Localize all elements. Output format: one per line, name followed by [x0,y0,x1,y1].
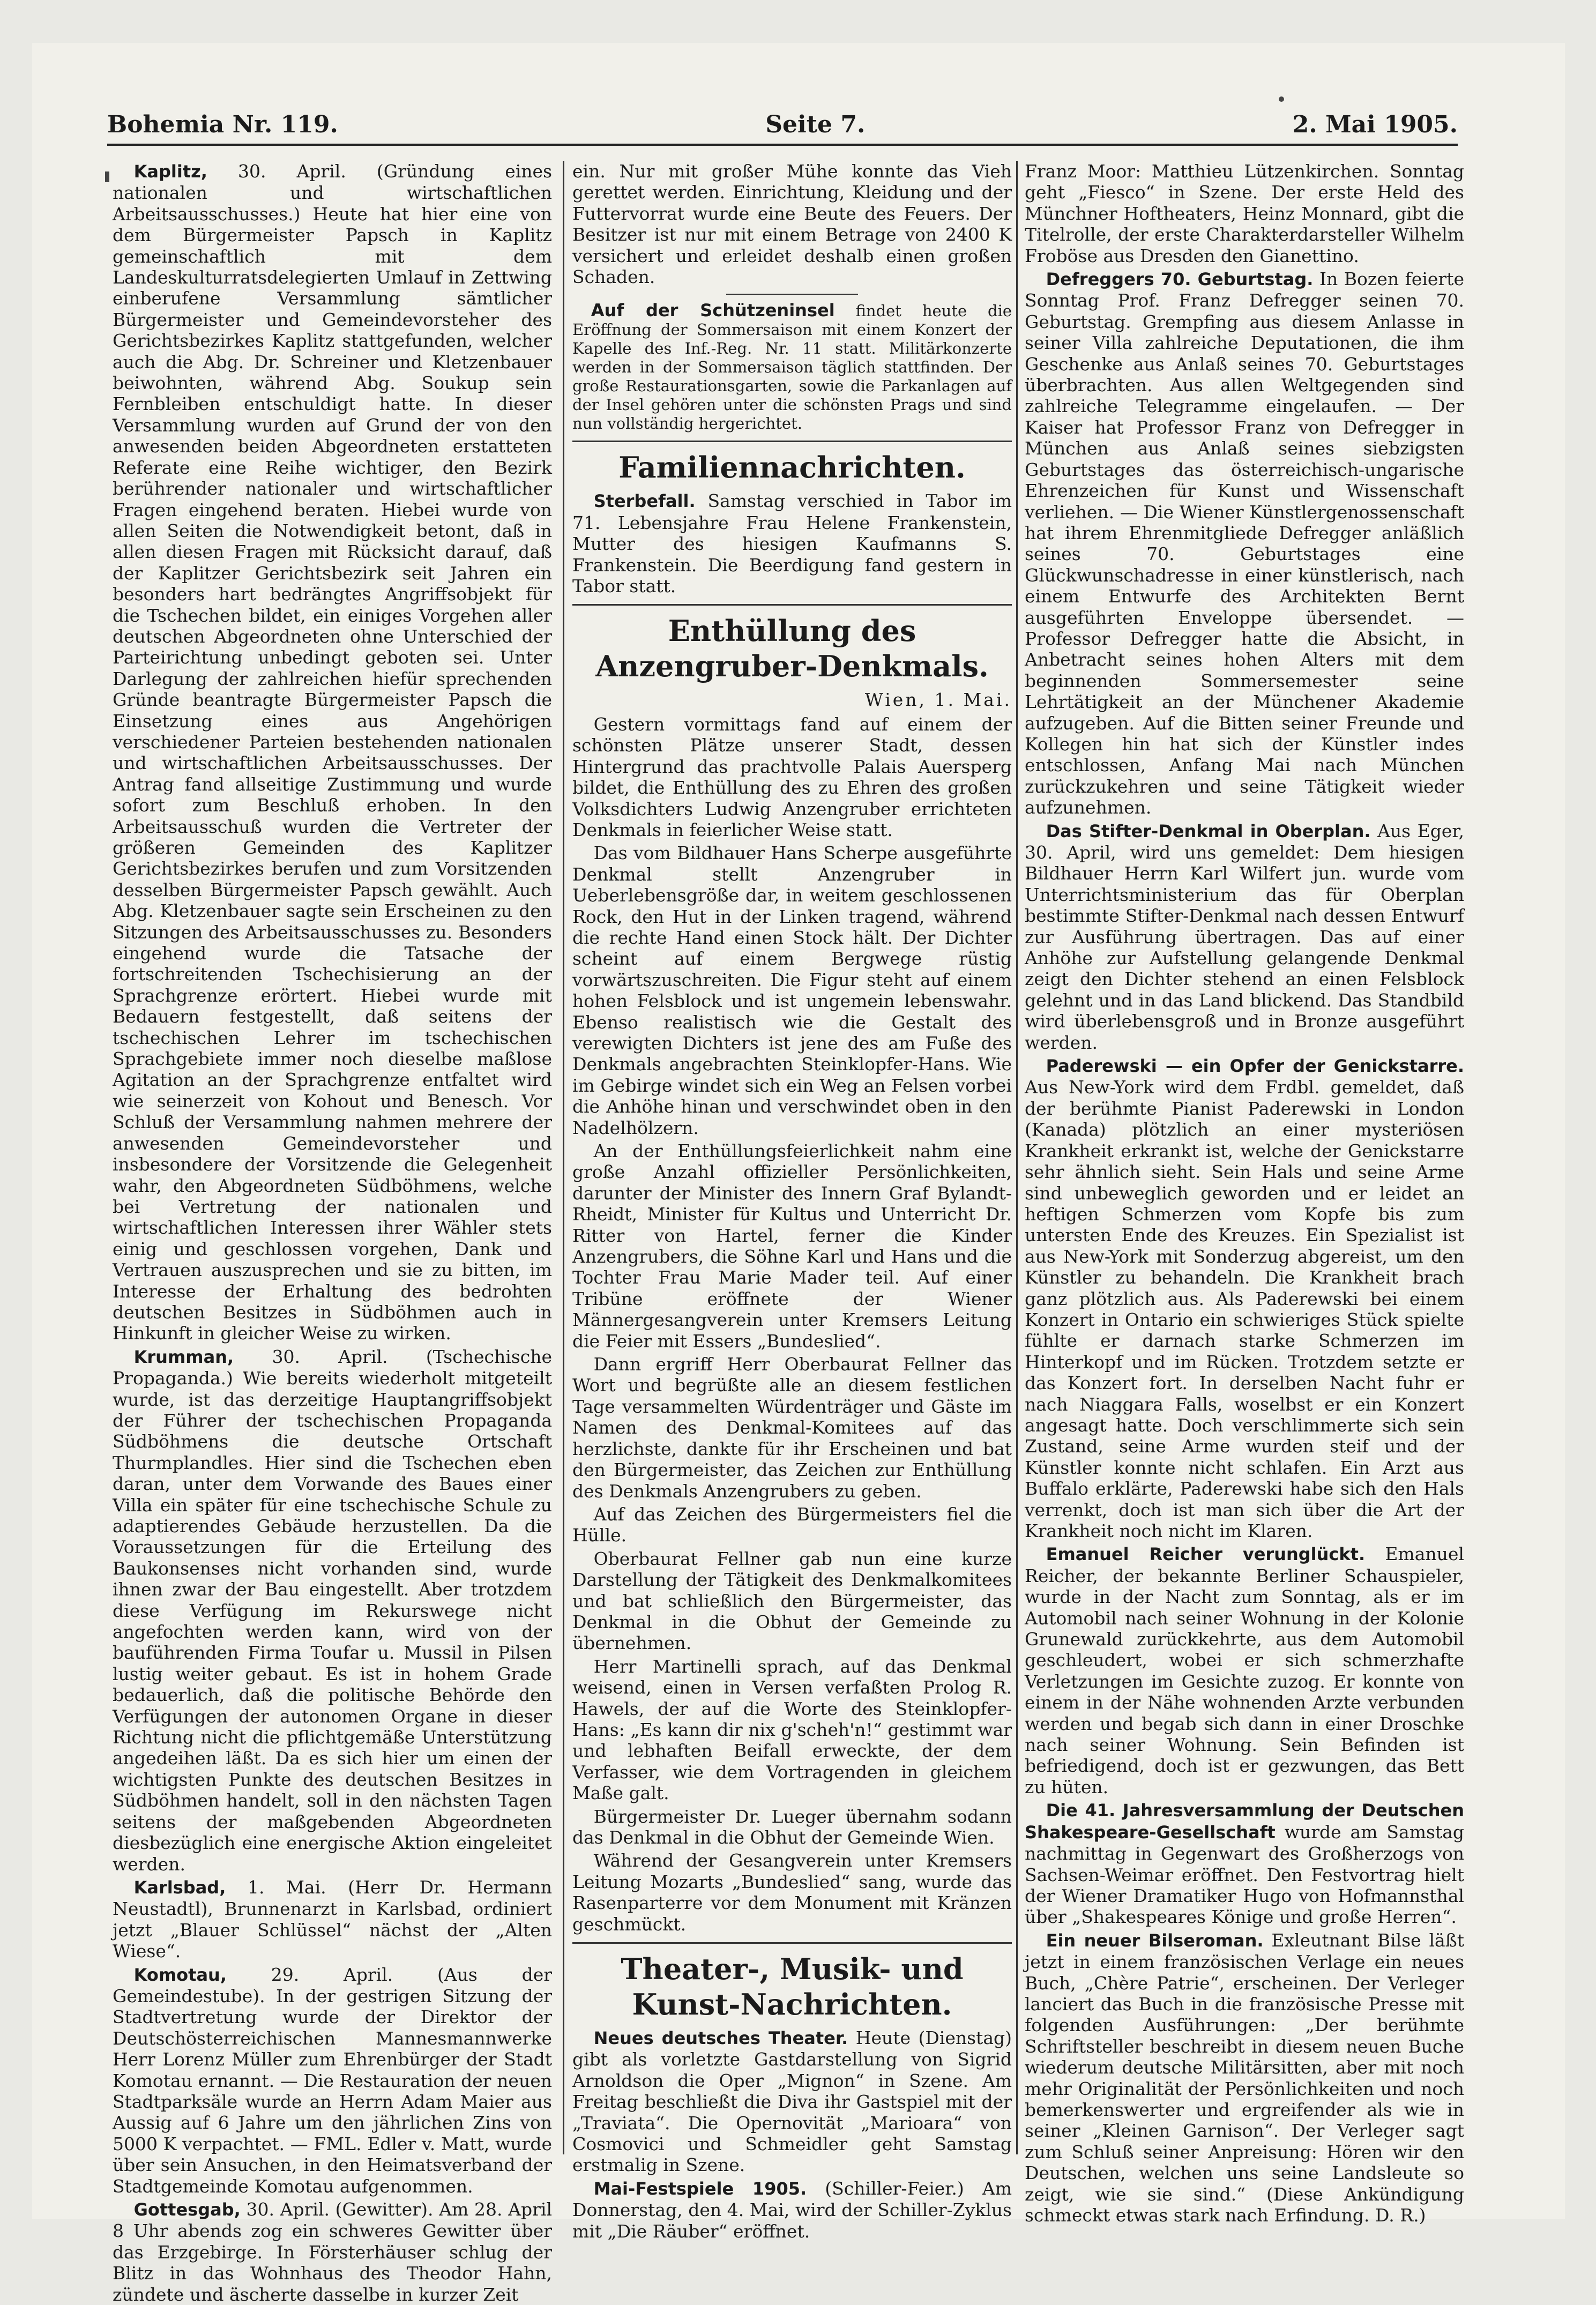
section-rule [572,604,1012,606]
article-text: Exleutnant Bilse läßt jetzt in einem französischen Verlage ein neues Buch, „Chère Patrie“, erscheinen. Der Verleger lanciert das Buch in die französische Presse mit folgenden Ausführungen: „Der berühmte Schriftsteller beschreibt in diesem neuen Buche wiederum deutsche Militärsitten, aber mit noch mehr Originalität der Persönlichkeiten und noch bemerkenswerter und ergreifender als wie in seiner „Kleinen Garnison“. Der Verleger sagt zum Schluß seiner Anpreisung: Hören wir den Deutschen, welchen uns seine Landsleute so zeigt, wie sie sind.“ (Diese Ankündigung schmeckt etwas stark nach Erfindung. D. R.) [1025,1929,1465,2226]
article-lead: Mai-Festspiele 1905. [593,2178,807,2199]
article-text: 29. April. (Aus der Gemeindestube). In der gestrigen Sitzung der Stadtvertretung wurde der Direktor der Deutschösterreichischen Mannesmannwerke Herr Lorenz Müller zum Ehrenbürger der Stadt Komotau ernannt. — Die Restauration der neuen Stadtparksäle wurde an Herrn Adam Maier aus Aussig auf 6 Jahre um den jährlichen Zins von 5000 K verpachtet. — FML. Edler v. Matt, wurde über sein Ansuchen, in den Heimatsverband der Stadtgemeinde Komotau aufgenommen. [113,1964,552,2197]
article-text: Aus Eger, 30. April, wird uns gemeldet: Dem hiesigen Bildhauer Herrn Karl Wilfert jun. wurde vom Unterrichtsministerium das für Oberplan bestimmte Stifter-Denkmal nach dessen Entwurf zur Ausführung übertragen. Das auf einer Anhöhe zur Aufstellung gelangende Denkmal zeigt den Dichter stehend an einen Felsblock gelehnt und in das Land blickend. Das Standbild wird überlebensgroß und in Bronze ausgeführt werden. [1025,820,1464,1053]
article-text: 30. April. (Gründung eines nationalen und wirtschaftlichen Arbeitsausschusses.) Heute hat hier eine von dem Bürgermeister Papsch in Kaplitz gemeinschaftlich mit dem Landeskulturratsdelegierten Umlauf in Zettwing einberufene Versammlung sämtlicher Bürgermeister und Gemeindevorsteher des Gerichtsbezirkes Kaplitz stattgefunden, welcher auch die Abg. Dr. Schreiner und Kletzenbauer beiwohnten, während Abg. Soukup sein Fernbleiben entschuldigt hatte. In dieser Versammlung wurden auf Grund der von den anwesenden beiden Abgeordneten erstatteten Referate eine Reihe wichtiger, den Bezirk berührender nationaler und wirtschaftlicher Fragen eingehend beraten. Hiebei wurde von allen Seiten die Notwendigkeit betont, daß in allen diesen Fragen mit Rücksicht darauf, daß der Kaplitzer Gerichtsbezirk seit Jahren ein besonders hart bedrängtes Angriffsobjekt für die Tschechen bildet, ein einiges Vorgehen aller deutschen Abgeordneten ohne Unterschied der Parteirichtung unbedingt geboten sei. Unter Darlegung der zahlreichen hiefür sprechenden Gründe beantragte Bürgermeister Papsch die Einsetzung eines aus Angehörigen verschiedener Parteien bestehenden nationalen und wirtschaftlichen Arbeitsausschusses. Der Antrag fand allseitige Zustimmung und wurde sofort zum Beschluß erhoben. In den Arbeitsausschuß wurden die Vertreter der größeren Gemeinden des Kaplitzer Gerichtsbezirkes berufen und zum Vorsitzenden desselben Bürgermeister Papsch gewählt. Auch Abg. Kletzenbauer sagte sein Erscheinen zu den Sitzungen des Arbeitsausschusses zu. Besonders eingehend wurde die Tatsache der fortschreitenden Tschechisierung an der Sprachgrenze erörtert. Hiebei wurde mit Bedauern festgestellt, daß seitens der tschechischen Lehrer im tschechischen Sprachgebiete immer noch dieselbe maßlose Agitation an der Sprachgrenze entfaltet wird wie seinerzeit von Kohout und Benesch. Vor Schluß der Versammlung nahmen mehrere der anwesenden Gemeindevorsteher und insbesondere der Vorsitzende die Gelegenheit wahr, den Abgeordneten Südböhmens, welche bei Vertretung der nationalen und wirtschaftlichen Interessen ihrer Wähler stets einig und geschlossen vorgehen, Dank und Vertrauen auszusprechen und sie zu bitten, im Interesse der Erhaltung des bedrohten deutschen Besitzes in Südböhmen auch in Hinkunft in gleicher Weise zu wirken. [113,161,552,1344]
article-defregger [1025,268,1464,818]
article-theater [572,2027,1012,2176]
header-page-number: Seite 7. [765,111,866,138]
article-continuation: Franz Moor: Matthieu Lützenkirchen. Sonntag geht „Fiesco“ in Szene. Der erste Held des Münchner Hoftheaters, Heinz Monnard, gibt die Titelrolle, der erste Charakterdarsteller Wilhelm Froböse aus Dresden den Gianettino. [1025,161,1464,266]
header-publication: Bohemia Nr. 119. [107,111,338,138]
article-continuation: ein. Nur mit großer Mühe konnte das Vieh gerettet werden. Einrichtung, Kleidung und der Futtervorrat wurde eine Beute des Feuers. Der Besitzer ist nur mit einem Betrage von 2400 K versichert und erleidet deshalb einen großen Schaden. [572,161,1012,288]
section-heading-family: Familiennachrichten. [618,450,966,485]
article-reicher [1025,1543,1464,1797]
article-lead: Emanuel Reicher verunglückt. [1046,1544,1366,1565]
article-shakespeare [1025,1800,1464,1927]
column-1 [113,161,552,2305]
article-sterbefall [572,490,1012,596]
paragraph: Gestern vormittags fand auf einem der schönsten Plätze unserer Stadt, dessen Hintergrund das prachtvolle Palais Auersperg bildet, die Enthüllung des zu Ehren des großen Volksdichters Ludwig Anzengruber errichteten Denkmals in feierlicher Weise statt. [572,713,1012,840]
separator [726,294,858,295]
article-lead: Ein neuer Bilseroman. [1046,1930,1264,1951]
paragraph: Oberbaurat Fellner gab nun eine kurze Darstellung der Tätigkeit des Denkmalkomitees und bat schließlich den Bürgermeister, das Denkmal in die Obhut der Gemeinde zu übernehmen. [572,1548,1012,1654]
paragraph: An der Enthüllungsfeierlichkeit nahm eine große Anzahl offizieller Persönlichkeiten, darunter der Minister des Innern Graf Bylandt-Rheidt, Minister für Kultus und Unterricht Dr. Ritter von Hartel, ferner die Kinder Anzengrubers, die Söhne Karl und Hans und die Tochter Frau Marie Mader teil. Auf einer Tribüne eröffnete der Wiener Männergesangverein unter Kremsers Leitung die Feier mit Essers „Bundeslied“. [572,1140,1012,1352]
article-komotau [113,1964,552,2197]
article-lead: Paderewski — ein Opfer der Genickstarre. [1046,1056,1464,1077]
article-text: (Schiller-Feier.) Am Donnerstag, den 4. Mai, wird der Schiller-Zyklus mit „Die Räuber“ eröffnet. [572,2177,1012,2242]
article-lead: Krumman, [133,1346,234,1367]
article-text: Heute (Dienstag) gibt als vorletzte Gastdarstellung von Sigrid Arnoldson die Oper „Mignon“ in Szene. Am Freitag beschließt die Diva ihr Gastspiel mit der „Traviata“. Die Opernovität „Marioara“ von Cosmovici und Schmeidler geht Samstag erstmalig in Szene. [572,2027,1012,2176]
article-lead: Gottesgab, [133,2199,241,2220]
article-lead: Kaplitz, [133,161,207,182]
article-lead: Das Stifter-Denkmal in Oberplan. [1046,820,1371,841]
article-kaplitz [113,161,552,1344]
column-3 [1025,161,1465,2226]
section-heading-anzengruber: Enthüllung des Anzengruber-Denkmals. [595,614,989,684]
article-text: 30. April. (Gewitter). Am 28. April 8 Uhr abends zog ein schweres Gewitter über das Erzgebirge. In Försterhäuser schlug der Blitz in das Wohnhaus des Theodor Hahn, zündete und äscherte dasselbe in kurzer Zeit [113,2199,552,2305]
article-bilse [1025,1930,1464,2226]
article-lead: Sterbefall. [593,491,696,512]
article-lead: Auf der Schützeninsel [591,300,835,321]
margin-mark [105,171,109,182]
paragraph: Während der Gesangverein unter Kremsers Leitung Mozarts „Bundeslied“ sang, wurde das Rasenparterre vor dem Monument mit Kränzen geschmückt. [572,1850,1012,1935]
header-date: 2. Mai 1905. [1292,111,1458,138]
article-schuetzeninsel [572,301,1012,433]
article-gottesgab [113,2199,552,2305]
section-rule [572,1942,1012,1944]
article-lead: Karlsbad, [133,1877,226,1898]
article-lead: Komotau, [133,1964,227,1985]
article-karlsbad [113,1877,552,1962]
paragraph: Bürgermeister Dr. Lueger übernahm sodann das Denkmal in die Obhut der Gemeinde Wien. [572,1806,1012,1848]
article-text: In Bozen feierte Sonntag Prof. Franz Defregger seinen 70. Geburtstag. Grempfing aus diesem Anlasse in seiner Villa zahlreiche Deputationen, die ihm Geschenke aus Anlaß seines 70. Geburtstages überbrachten. Aus allen Weltgegenden sind zahlreiche Telegramme eingelaufen. — Der Kaiser hat Professor Franz von Defregger in München aus Anlaß seines siebzigsten Geburtstages das österreichisch-ungarische Ehrenzeichen für Kunst und Wissenschaft verliehen. — Die Wiener Künstlergenossenschaft hat ihrem Ehrenmitgliede Defregger anläßlich seines 70. Geburtstages eine Glückwunschadresse in einer künstlerisch, nach einem Entwurfe des Architekten Bernt ausgeführten Enveloppe übersendet. — Professor Defregger hatte die Absicht, in Anbetracht seines hohen Alters mit dem beginnenden Sommersemester seine Lehrtätigkeit an der Münchener Akademie aufzugeben. Auf die Bitten seiner Freunde und Kollegen hin hat sich der Künstler indes entschlossen, Anfang Mai nach München zurückzukehren und seine Tätigkeit wieder aufzunehmen. [1025,268,1464,818]
column-2 [572,161,1012,2242]
article-text: wurde am Samstag nachmittag in Gegenwart des Großherzogs von Sachsen-Weimar eröffnet. Den Festvortrag hielt der Wiener Dramatiker Hugo von Hofmannsthal über „Shakespeares Könige und große Herren“. [1025,1821,1464,1928]
article-stifter [1025,820,1464,1053]
paragraph: Das vom Bildhauer Hans Scherpe ausgeführte Denkmal stellt Anzengruber in Ueberlebensgröße dar, in weitem geschlossenen Rock, den Hut in der Linken tragend, während die rechte Hand einen Stock hält. Der Dichter scheint auf einem Bergwege rüstig vorwärtszuschreiten. Die Figur steht auf einem hohen Felsblock und ist ungemein lebenswahr. Ebenso realistisch wie die Gestalt des verewigten Dichters ist jene des am Fuße des Denkmals angebrachten Steinklopfer-Hans. Wie im Gebirge windet sich ein Weg an Felsen vorbei die Anhöhe hinan und verschwindet oben in den Nadelhölzern. [572,842,1012,1138]
article-lead: Neues deutsches Theater. [593,2028,848,2049]
page-header [107,95,1458,138]
article-text: 1. Mai. (Herr Dr. Hermann Neustadtl), Brunnenarzt in Karlsbad, ordiniert jetzt „Blauer Schlüssel“ nächst der „Alten Wiese“. [113,1876,552,1962]
paragraph: Auf das Zeichen des Bürgermeisters fiel die Hülle. [572,1503,1012,1546]
article-festspiele [572,2178,1012,2242]
article-text: findet heute die Eröffnung der Sommersaison mit einem Konzert der Kapelle des Inf.-Reg. Nr. 11 statt. Militärkonzerte werden in der Sommersaison täglich stattfinden. Der große Restaurationsgarten, sowie die Parkanlagen auf der Insel gehören unter die schönsten Prags und sind nun vollständig hergerichtet. [572,302,1012,433]
article-text: Emanuel Reicher, der bekannte Berliner Schauspieler, wurde in der Nacht zum Sonntag, als er im Automobil nach seiner Wohnung in der Kolonie Grunewald zurückkehrte, aus dem Automobil geschleudert, wobei er sich schmerzhafte Verletzungen im Gesichte zuzog. Er konnte von einem in der Nähe wohnenden Arzte verbunden werden und begab sich dann in einer Droschke nach seiner Wohnung. Sein Befinden ist befriedigend, doch ist er gezwungen, das Bett zu hüten. [1025,1543,1464,1797]
paragraph: Herr Martinelli sprach, auf das Denkmal weisend, einen in Versen verfaßten Prolog R. Hawels, der auf die Worte des Steinklopfer-Hans: „Es kann dir nix g'scheh'n!“ gestimmt war und lebhaften Beifall erweckte, der dem Verfasser, wie dem Vortragenden in gleichem Maße galt. [572,1655,1012,1804]
paragraph: Dann ergriff Herr Oberbaurat Fellner das Wort und begrüßte alle an diesem festlichen Tage versammelten Würdenträger und Gäste im Namen des Denkmal-Komitees auf das herzlichste, dankte für ihr Erscheinen und bat den Bürgermeister, das Zeichen zur Enthüllung des Denkmals Anzengrubers zu geben. [572,1354,1012,1502]
article-text: 30. April. (Tschechische Propaganda.) Wie bereits wiederholt mitgeteilt wurde, ist das derzeitige Hauptangriffsobjekt der Führer der tschechischen Propaganda Südböhmens die deutsche Ortschaft Thurmplandles. Hier sind die Tschechen eben daran, unter dem Vorwande des Baues einer Villa ein später für eine tschechische Schule zu adaptierendes Gebäude herzustellen. Da die Voraussetzungen für die Erteilung des Baukonsenses nicht vorhanden sind, wurde ihnen zwar der Bau eingestellt. Aber trotzdem diese Verfügung im Rekurswege nicht angefochten werden kann, wird von der bauführenden Firma Toufar u. Mussil in Pilsen lustig weiter gebaut. Es ist in hohem Grade bedauerlich, daß die politische Behörde den Verfügungen der autonomen Organe in dieser Richtung nicht die pflichtgemäße Unterstützung angedeihen läßt. Da es sich hier um einen der wichtigsten Punkte des deutschen Besitzes in Südböhmen handelt, soll in den nächsten Tagen seitens der maßgebenden Abgeordneten diesbezüglich eine energische Aktion eingeleitet werden. [113,1346,552,1875]
article-text: Samstag verschied in Tabor im 71. Lebensjahre Frau Helene Frankenstein, Mutter des hiesigen Kaufmanns S. Frankenstein. Die Beerdigung fand gestern in Tabor statt. [572,490,1012,597]
article-lead: Die 41. Jahresversammlung der Deutschen Shakespeare-Gesellschaft [1025,1800,1464,1842]
header-rule [107,144,1458,146]
article-text: Aus New-York wird dem Frdbl. gemeldet, daß der berühmte Pianist Paderewski in London (Kanada) plötzlich an einer mysteriösen Krankheit erkrankt ist, welche der Genickstarre sehr ähnlich sieht. Sein Hals und seine Arme sind unbeweglich geworden und er leidet an heftigen Schmerzen vom Kopfe bis zum untersten Ende des Kreuzes. Ein Spezialist ist aus New-York mit Sonderzug abgereist, um den Künstler zu behandeln. Die Krankheit brach ganz plötzlich aus. Als Paderewski bei einem Konzert in Ontario ein schwieriges Stück spielte fühlte er darnach starke Schmerzen im Hinterkopf und im Rücken. Trotzdem setzte er das Konzert fort. In derselben Nacht fuhr er nach Niaggara Falls, woselbst er ein Konzert angesagt hatte. Doch verschlimmerte sich sein Zustand, seine Arme wurden steif und der Künstler konnte nicht schlafen. Ein Arzt aus Buffalo erklärte, Paderewski habe sich den Hals verrenkt, doch ist man sich über die Art der Krankheit noch nicht im Klaren. [1025,1077,1464,1541]
section-heading-theater: Theater-, Musik- und Kunst-Nachrichten. [621,1952,964,2022]
dateline: Wien, 1. Mai. [864,689,1012,711]
section-rule [572,441,1012,442]
column-rule-2 [1016,161,1018,2154]
article-paderewski [1025,1055,1464,1541]
column-rule-1 [563,161,564,2154]
article-krumman [113,1346,552,1875]
article-lead: Defreggers 70. Geburtstag. [1046,269,1314,290]
